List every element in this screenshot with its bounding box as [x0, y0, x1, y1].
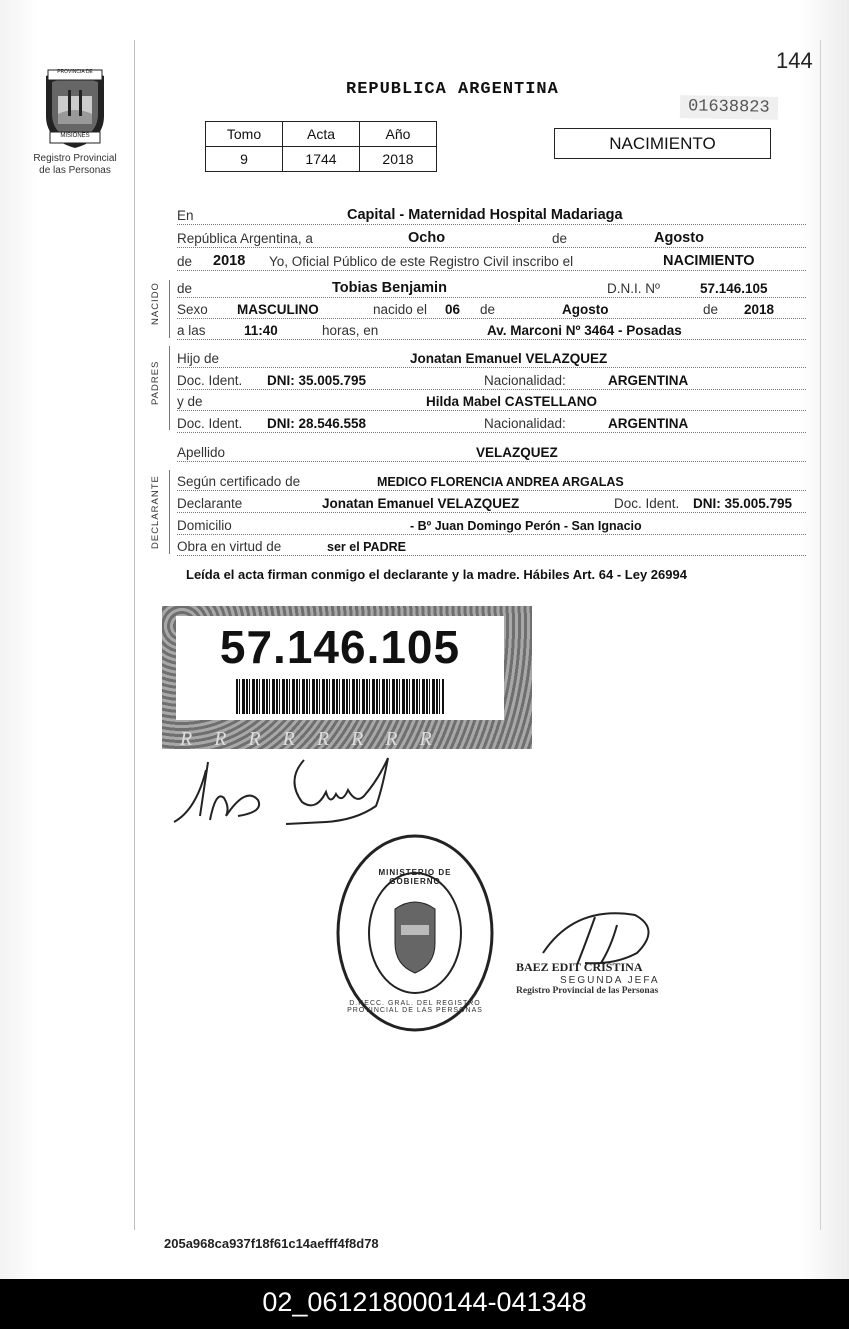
- obra-label: Obra en virtud de: [177, 539, 282, 554]
- declarante-side-label: DECLARANTE: [150, 475, 161, 549]
- document-hash: 205a968ca937f18f61c14aefff4f8d78: [164, 1236, 379, 1251]
- nacido-side-label: NACIDO: [150, 282, 161, 325]
- form-row-mother: [177, 390, 806, 411]
- father-nationality-value: ARGENTINA: [608, 373, 689, 388]
- horas-label: horas, en: [322, 323, 379, 338]
- form-row-address: [177, 514, 806, 535]
- page-title: REPUBLICA ARGENTINA: [346, 80, 559, 99]
- father-name-value: Jonatan Emanuel VELAZQUEZ: [410, 351, 608, 366]
- mother-name-value: Hilda Mabel CASTELLANO: [426, 394, 598, 409]
- form-row-capacity: [177, 535, 806, 556]
- dni-card-watermark: RRRRRRRR: [180, 728, 454, 750]
- register-value-acta: 1744: [283, 147, 360, 172]
- address-value: - Bº Juan Domingo Perón - San Ignacio: [410, 519, 642, 533]
- domicilio-label: Domicilio: [177, 518, 232, 533]
- seal-text: D.RECC. GRAL. DEL REGISTRO PROVINCIAL DE LAS PERSONAS: [347, 1000, 483, 1014]
- apellido-label: Apellido: [177, 445, 226, 460]
- barcode: [236, 679, 444, 714]
- register-table: [205, 121, 437, 172]
- form-row-father: [177, 347, 806, 368]
- register-header-tomo: Tomo: [206, 122, 283, 147]
- declarant-doc-label: Doc. Ident.: [614, 496, 680, 511]
- nacido-el-label: nacido el: [373, 302, 428, 317]
- form-row-certificate: [177, 470, 806, 491]
- a-las-label: a las: [177, 323, 206, 338]
- padres-side-label: PADRES: [150, 360, 161, 405]
- logo-text-bottom: MISIONES: [60, 133, 90, 139]
- register-value-row: [206, 147, 437, 172]
- father-doc-value: DNI: 35.005.795: [267, 373, 367, 388]
- mother-doc-label: Doc. Ident.: [177, 416, 243, 431]
- sexo-label: Sexo: [177, 302, 208, 317]
- form-row-place: [177, 204, 806, 225]
- de2-label: de: [177, 254, 193, 269]
- form-row-surname: [177, 441, 806, 462]
- logo-caption: [22, 153, 128, 177]
- logo-text-top: PROVINCIA DE: [57, 69, 93, 75]
- declarante-bracket: [169, 470, 170, 554]
- nacido-bracket: [169, 280, 170, 338]
- republica-label: República Argentina, a: [177, 231, 313, 246]
- form-row-mother-doc: [177, 412, 806, 433]
- register-header-ano: Año: [360, 122, 437, 147]
- logo-caption-line2: de las Personas: [39, 165, 111, 176]
- child-name-value: Tobias Benjamin: [332, 280, 447, 296]
- month-text-value: Agosto: [654, 230, 704, 246]
- de-label: de: [552, 231, 568, 246]
- oficial-label: Yo, Oficial Público de este Registro Civil inscribo el: [269, 254, 574, 269]
- hijo-de-label: Hijo de: [177, 351, 220, 366]
- right-margin-rule: [820, 40, 821, 1230]
- father-doc-label: Doc. Ident.: [177, 373, 243, 388]
- y-de-label: y de: [177, 394, 203, 409]
- child-dni-value: 57.146.105: [700, 281, 768, 296]
- birth-day-value: 06: [445, 302, 461, 317]
- year-text-value: 2018: [213, 253, 246, 269]
- register-value-ano: 2018: [360, 147, 437, 172]
- form-row-father-doc: [177, 369, 806, 390]
- form-row-declarant: [177, 492, 806, 513]
- form-row-child-name: [177, 277, 806, 298]
- father-nationality-label: Nacionalidad:: [484, 373, 566, 388]
- declarant-and-mother-signatures: [166, 750, 406, 835]
- declarant-doc-value: DNI: 35.005.795: [693, 496, 793, 511]
- de3-label: de: [177, 281, 193, 296]
- mother-nationality-value: ARGENTINA: [608, 416, 689, 431]
- de5-label: de: [703, 302, 719, 317]
- declarante-label: Declarante: [177, 496, 243, 511]
- certificate-value: MEDICO FLORENCIA ANDREA ARGALAS: [377, 475, 624, 489]
- birth-year-value: 2018: [744, 302, 775, 317]
- seal-inner-text: MINISTERIO DE GOBIERNO: [378, 868, 452, 886]
- folio-number: 144: [776, 48, 813, 73]
- form-row-year: [177, 250, 806, 271]
- declarant-value: Jonatan Emanuel VELAZQUEZ: [322, 496, 520, 511]
- place-value: Capital - Maternidad Hospital Madariaga: [347, 207, 623, 223]
- official-organization: Registro Provincial de las Personas: [516, 986, 659, 996]
- sex-value: MASCULINO: [237, 302, 319, 317]
- register-header-acta: Acta: [283, 122, 360, 147]
- dni-label: D.N.I. Nº: [607, 281, 660, 296]
- form-row-date: [177, 227, 806, 248]
- birth-time-value: 11:40: [244, 323, 278, 338]
- record-type-box: NACIMIENTO: [554, 128, 771, 159]
- form-row-time: [177, 319, 806, 340]
- mother-doc-value: DNI: 28.546.558: [267, 416, 367, 431]
- closing-note: Leída el acta firman conmigo el declarante y la madre. Hábiles Art. 64 - Ley 26994: [186, 567, 687, 582]
- official-signature-block: [516, 960, 686, 996]
- dni-card-number: 57.146.105: [219, 621, 461, 673]
- mother-nationality-label: Nacionalidad:: [484, 416, 566, 431]
- birth-address-value: Av. Marconi Nº 3464 - Posadas: [487, 323, 682, 338]
- official-rank: SEGUNDA JEFA: [560, 975, 660, 986]
- serial-number-stamp: 01638823: [680, 95, 778, 120]
- register-header-row: [206, 122, 437, 147]
- left-margin-rule: [134, 40, 135, 1230]
- register-value-tomo: 9: [206, 147, 283, 172]
- padres-bracket: [169, 346, 170, 430]
- surname-value: VELAZQUEZ: [476, 445, 558, 460]
- footer-file-id: 02_061218000144-041348: [0, 1279, 849, 1329]
- logo-caption-line1: Registro Provincial: [33, 153, 117, 164]
- capacity-value: ser el PADRE: [327, 540, 406, 554]
- en-label: En: [177, 208, 194, 223]
- official-name: BAEZ EDIT CRISTINA: [516, 960, 643, 974]
- record-type-value: NACIMIENTO: [663, 253, 755, 269]
- birth-month-value: Agosto: [562, 302, 609, 317]
- form-row-sex: [177, 298, 806, 319]
- day-text-value: Ocho: [408, 230, 446, 246]
- de4-label: de: [480, 302, 496, 317]
- segun-certificado-label: Según certificado de: [177, 474, 301, 489]
